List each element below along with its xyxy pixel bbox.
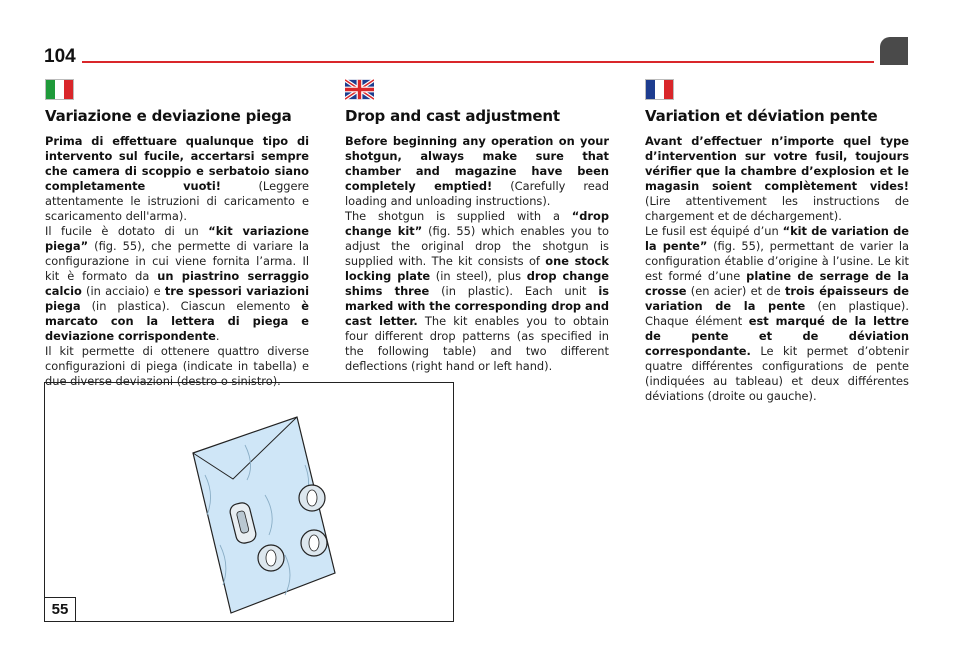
text: (in plastic). Each unit: [429, 284, 599, 298]
text: (en plastique). Chaque élément: [645, 299, 909, 328]
text: (fig. 55) which enables you to adjust the original drop the shotgun is supplied with. The kit consists of: [345, 224, 609, 268]
italian-column: [45, 107, 309, 389]
text-bold: “drop change kit”: [345, 209, 609, 238]
italian-title: Variazione e deviazione piega: [45, 107, 292, 125]
text: (in acciaio) e: [81, 284, 165, 298]
text-bold: trois épaisseurs de variation de la pente: [645, 284, 909, 313]
text: Il fucile è dotato di un: [45, 224, 209, 238]
italian-warning: Prima di effettuare qualunque tipo di intervento sul fucile, accertarsi sempre che camera di scoppio e serbatoio siano completamente vuoti!: [45, 134, 309, 193]
english-paragraph-1: [345, 134, 609, 209]
text: The shotgun is supplied with a: [345, 209, 572, 223]
text: The kit enables you to obtain four different drop patterns (as specified in the following table) and two different deflections (right hand or left hand).: [345, 314, 609, 373]
drop-shim-icon: [258, 545, 284, 571]
text-bold: “kit variazione piega”: [45, 224, 309, 253]
text: (fig. 55), che permette di variare la configurazione in cui viene fornita l’arma. Il kit è formato da: [45, 239, 309, 283]
french-warning-note: (Lire attentivement les instructions de chargement et de déchargement).: [645, 194, 909, 223]
text-bold: è marcato con la lettera di piega e deviazione corrispondente: [45, 299, 309, 343]
figure-box: [44, 382, 454, 622]
text-bold: platine de serrage de la crosse: [645, 269, 909, 298]
text: Le kit permet d’obtenir quatre différentes configurations de pente (indiquées au tableau) et deux différentes déviations (droite ou gauche).: [645, 344, 909, 403]
text-bold: one stock locking plate: [345, 254, 609, 283]
text: (fig. 55), permettant de varier la configuration établie d’origine à l’usine. Le kit est formé d’une: [645, 239, 909, 283]
text-bold: “kit de variation de la pente”: [645, 224, 910, 253]
drop-shim-icon: [299, 485, 325, 511]
english-paragraph-2: [345, 209, 609, 374]
text-bold: tre spessori variazioni piega: [45, 284, 310, 313]
text-bold: un piastrino serraggio calcio: [45, 269, 310, 298]
english-warning-note: (Carefully read loading and unloading instructions).: [345, 179, 609, 208]
text-bold: est marqué de la lettre de pente et de déviation correspondante.: [645, 314, 909, 358]
figure-illustration: [185, 405, 355, 619]
header-rule: [82, 61, 874, 63]
english-column: [345, 107, 609, 374]
text: Le fusil est équipé d’un: [645, 224, 783, 238]
uk-flag-icon: [345, 79, 374, 100]
corner-tab: [880, 37, 908, 65]
french-paragraph-1: [645, 134, 909, 224]
english-warning: Before beginning any operation on your shotgun, always make sure that chamber and magazine have been completely emptied!: [345, 134, 609, 193]
figure-number-label: 55: [45, 597, 76, 621]
page-number: 104: [44, 46, 76, 67]
french-title: Variation et déviation pente: [645, 107, 878, 125]
italian-paragraph-2: [45, 224, 309, 344]
kit-bag-icon: [193, 417, 335, 613]
drop-shim-icon: [301, 530, 327, 556]
text: (in steel), plus: [430, 269, 527, 283]
italian-paragraph-1: [45, 134, 309, 224]
italian-paragraph-3: Il kit permette di ottenere quattro diverse configurazioni di piega (indicate in tabella) e due diverse deviazioni (destro o sinistro).: [45, 344, 309, 388]
italian-flag-icon: [45, 79, 74, 100]
english-title: Drop and cast adjustment: [345, 107, 560, 125]
french-paragraph-2: [645, 224, 909, 404]
text: (in plastica). Ciascun elemento: [80, 299, 302, 313]
french-column: [645, 107, 909, 404]
french-warning: Avant d’effectuer n’importe quel type d’intervention sur votre fusil, toujours vérifier que la chambre d’explosion et le magasin soient complètement vides!: [645, 134, 909, 193]
french-flag-icon: [645, 79, 674, 100]
text: (en acier) et de: [686, 284, 785, 298]
italian-warning-note: (Leggere attentamente le istruzioni di caricamento e scaricamento dell'arma).: [45, 179, 309, 223]
text-bold: is marked with the corresponding drop and cast letter.: [345, 284, 610, 328]
text-bold: drop change shims three: [345, 269, 609, 298]
text: .: [215, 329, 220, 343]
